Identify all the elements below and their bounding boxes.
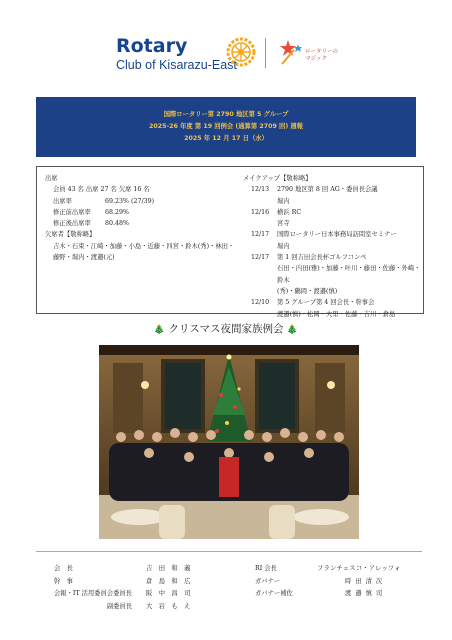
banner-line1: 国際ロータリー第 2790 地区第 5 グループ [163,111,289,118]
makeup-event: 横浜 RC [277,208,302,216]
district-name: 時 田 清 次 [345,577,384,585]
section-title: クリスマス夜間家族例会 [168,323,284,335]
header-divider [265,38,266,68]
district-name: 渡 邉 慎 司 [345,590,384,597]
section-heading [0,321,452,336]
makeup-date: 12/17 [251,254,270,262]
makeup-names: 堀内 [277,197,290,205]
makeup-names: 堀内 [277,242,290,250]
absent-title: 欠席者【敬称略】 [45,231,96,239]
footer-divider [36,551,422,552]
makeup-date: 12/17 [251,231,270,239]
footer-row [255,563,425,576]
footer-row [255,576,425,589]
magic-caption [305,49,338,63]
footer-row [54,601,234,614]
meeting-banner [36,97,416,157]
makeup-item [243,229,421,240]
rate-label: 修正前出席率 [53,208,91,216]
rate-label: 修正後出席率 [53,220,91,228]
makeup-names: 石田・内田(雅)・加藤・叶川・藤田・佐藤・外崎・鈴木 [277,265,421,284]
absent-list: 藤野・堀内・渡邉(元) [53,254,115,262]
makeup-event: 第 5 グループ第 4 回会長・幹事会 [277,299,375,307]
makeup-names: 宮寺 [277,220,290,228]
footer-row [54,576,234,589]
officer-name: 大 岩 も え [146,602,193,610]
makeup-title: メイクアップ【敬称略】 [243,175,312,182]
attendance-rate-row [45,207,265,218]
footer-officers [54,563,234,613]
page-header [0,0,452,90]
officer-role: 副委員長 [106,602,132,610]
makeup-names: 渡邉(慎)・松岡・大里・佐藤・吉川・倉島 [277,310,396,318]
rate-value: 69.23% (27/39) [105,197,155,205]
absent-list: 吉木・石束・江崎・加藤・小島・近藤・四宮・鈴木(秀)・林田・ [53,242,235,250]
attendance-members: 会員 43 名 出席 27 名 欠席 16 名 [53,186,150,194]
officer-name: 倉 島 和 広 [146,577,193,585]
rate-value: 80.48% [105,220,130,228]
magic-caption-line2: マジック [305,56,328,62]
makeup-item [243,252,421,263]
makeup-column [243,173,421,320]
rotary-wheel-icon [226,37,256,67]
district-role: ガバナー補佐 [255,590,293,597]
makeup-event: 第 1 回吉田会長杯ゴルフコンペ [277,254,367,262]
officer-role: 会報・IT 活用委員会委員長 [54,590,132,597]
group-photo [99,345,359,539]
makeup-names: (秀)・鶴岡・渡邉(慎) [277,287,338,295]
footer-row [54,563,234,576]
district-name: フランチェスコ・アレッツォ [317,565,401,572]
officer-role: 幹 事 [54,577,73,585]
makeup-item [243,184,421,195]
makeup-item [243,207,421,218]
makeup-event: 国際ロータリー日本事務局訪問室セミナー [277,231,397,239]
attendance-rate-row [45,218,265,229]
magic-caption-line1: ロータリーの [305,49,339,55]
attendance-title: 出席 [45,175,58,182]
rotary-wordmark: Rotary [116,35,188,57]
banner-line2: 2025-26 年度 第 19 回例会 (通算第 2709 回) 週報 [148,123,304,130]
footer-district [255,563,425,601]
footer-row [54,588,234,601]
makeup-date: 12/10 [251,299,270,307]
christmas-tree-icon: 🎄 [286,325,299,335]
officer-name: 阪 中 昌 司 [146,590,193,597]
rate-label: 出席率 [53,197,72,205]
makeup-event: 2790 地区第 8 回 AG・委員長会議 [277,186,378,194]
attendance-rate-row [45,196,265,207]
district-role: RI 会長 [255,565,277,572]
attendance-column [45,173,265,263]
footer-row [255,588,425,601]
rate-value: 68.29% [105,208,130,216]
christmas-tree-icon: 🎄 [153,325,166,335]
makeup-date: 12/13 [251,186,270,194]
banner-line3: 2025 年 12 月 17 日（水） [184,135,268,142]
district-role: ガバナー [255,577,281,585]
officer-name: 吉 田 和 義 [146,565,193,572]
info-box [36,166,424,318]
officer-role: 会 長 [54,565,73,572]
makeup-item [243,297,421,308]
makeup-date: 12/16 [251,208,270,216]
club-name: Club of Kisarazu-East [116,58,237,72]
